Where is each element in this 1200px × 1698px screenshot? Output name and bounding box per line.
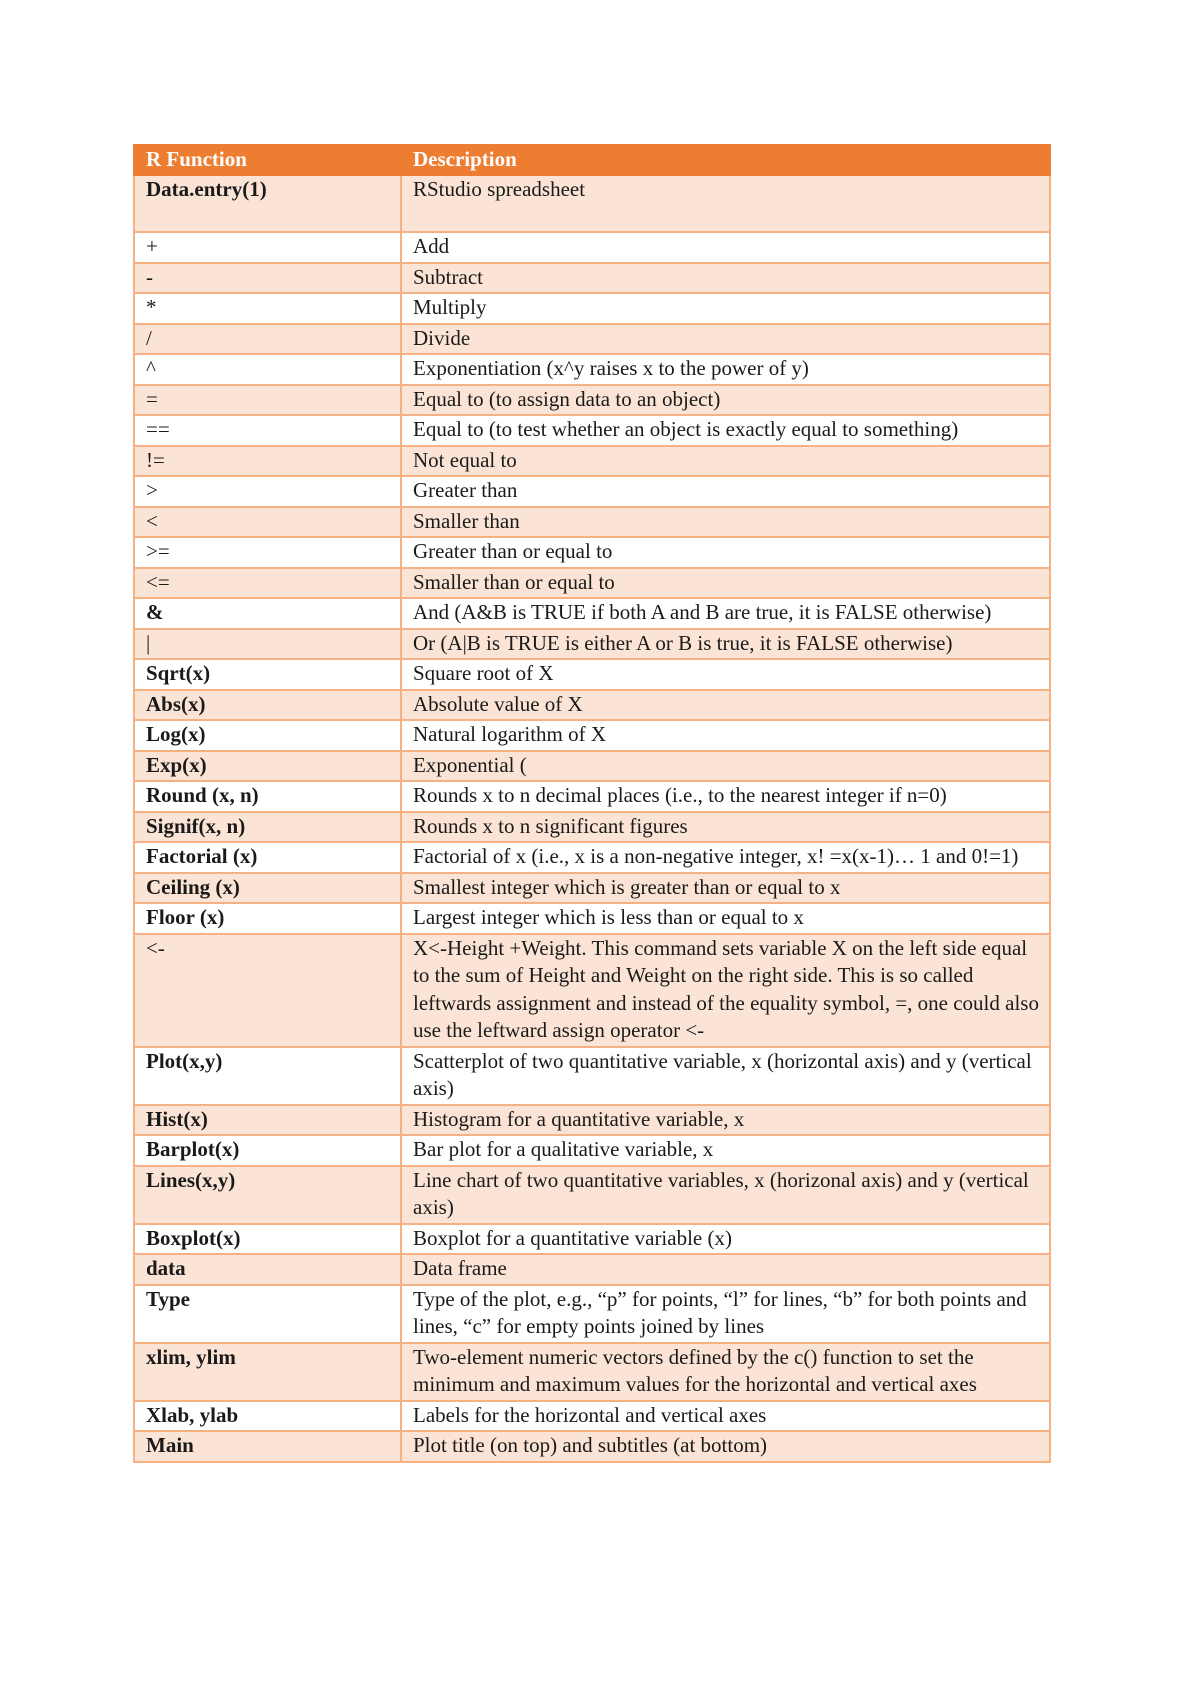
function-cell: Signif(x, n) [134,812,401,843]
function-cell: != [134,446,401,477]
function-cell: Lines(x,y) [134,1166,401,1224]
table-row [134,873,1050,904]
function-cell: + [134,232,401,263]
function-cell: Data.entry(1) [134,175,401,232]
function-cell: Sqrt(x) [134,659,401,690]
table-row [134,629,1050,660]
description-cell: Largest integer which is less than or equal to x [401,903,1050,934]
description-cell: Exponentiation (x^y raises x to the power of y) [401,354,1050,385]
description-cell: Greater than or equal to [401,537,1050,568]
function-cell: < [134,507,401,538]
description-cell: Smallest integer which is greater than or equal to x [401,873,1050,904]
description-cell: Factorial of x (i.e., x is a non-negative integer, x! =x(x-1)… 1 and 0!=1) [401,842,1050,873]
function-cell: Xlab, ylab [134,1401,401,1432]
description-cell: RStudio spreadsheet [401,175,1050,232]
table-row [134,324,1050,355]
table-row [134,751,1050,782]
function-cell: data [134,1254,401,1285]
description-cell: Exponential ( [401,751,1050,782]
table-row [134,1343,1050,1401]
description-cell: Equal to (to assign data to an object) [401,385,1050,416]
header-function: R Function [134,145,401,175]
description-cell: Histogram for a quantitative variable, x [401,1105,1050,1136]
table-row [134,263,1050,294]
table-row [134,690,1050,721]
table-row [134,476,1050,507]
function-cell: | [134,629,401,660]
header-row [134,145,1050,175]
function-cell: xlim, ylim [134,1343,401,1401]
description-cell: Not equal to [401,446,1050,477]
description-cell: Smaller than or equal to [401,568,1050,599]
function-cell: Round (x, n) [134,781,401,812]
description-cell: Multiply [401,293,1050,324]
function-cell: Type [134,1285,401,1343]
function-cell: == [134,415,401,446]
description-cell: Natural logarithm of X [401,720,1050,751]
function-cell: Main [134,1431,401,1462]
description-cell: Rounds x to n significant figures [401,812,1050,843]
function-cell: <- [134,934,401,1047]
description-cell: Smaller than [401,507,1050,538]
description-cell: Type of the plot, e.g., “p” for points, “l” for lines, “b” for both points and lines, “c” for empty points joined by lines [401,1285,1050,1343]
function-cell: Barplot(x) [134,1135,401,1166]
description-cell: Rounds x to n decimal places (i.e., to the nearest integer if n=0) [401,781,1050,812]
description-cell: Data frame [401,1254,1050,1285]
function-cell: Plot(x,y) [134,1047,401,1105]
table-row [134,812,1050,843]
function-cell: / [134,324,401,355]
description-cell: Subtract [401,263,1050,294]
table-row [134,1401,1050,1432]
description-cell: Absolute value of X [401,690,1050,721]
function-cell: ^ [134,354,401,385]
table-row [134,507,1050,538]
table-row [134,232,1050,263]
description-cell: X<-Height +Weight. This command sets variable X on the left side equal to the sum of Height and Weight on the right side. This is so called leftwards assignment and instead of the equality symbol, =, one could also use the leftward assign operator <- [401,934,1050,1047]
function-cell: = [134,385,401,416]
description-cell: And (A&B is TRUE if both A and B are true, it is FALSE otherwise) [401,598,1050,629]
description-cell: Add [401,232,1050,263]
table-row [134,720,1050,751]
table-row [134,1135,1050,1166]
description-cell: Scatterplot of two quantitative variable, x (horizontal axis) and y (vertical axis) [401,1047,1050,1105]
table-row [134,293,1050,324]
table-row [134,415,1050,446]
description-cell: Divide [401,324,1050,355]
table-row [134,659,1050,690]
description-cell: Square root of X [401,659,1050,690]
table-row [134,354,1050,385]
function-cell: Exp(x) [134,751,401,782]
function-cell: >= [134,537,401,568]
function-cell: Log(x) [134,720,401,751]
function-cell: Factorial (x) [134,842,401,873]
function-cell: & [134,598,401,629]
table-row [134,903,1050,934]
function-cell: Abs(x) [134,690,401,721]
table-row [134,934,1050,1047]
table-row [134,175,1050,232]
description-cell: Greater than [401,476,1050,507]
description-cell: Equal to (to test whether an object is exactly equal to something) [401,415,1050,446]
table-row [134,781,1050,812]
table-row [134,1431,1050,1462]
function-cell: - [134,263,401,294]
description-cell: Plot title (on top) and subtitles (at bottom) [401,1431,1050,1462]
table-row [134,1105,1050,1136]
function-cell: Ceiling (x) [134,873,401,904]
function-cell: <= [134,568,401,599]
description-cell: Bar plot for a qualitative variable, x [401,1135,1050,1166]
description-cell: Or (A|B is TRUE is either A or B is true, it is FALSE otherwise) [401,629,1050,660]
table-body [134,175,1050,1462]
description-cell: Labels for the horizontal and vertical axes [401,1401,1050,1432]
table-row [134,537,1050,568]
table-row [134,385,1050,416]
table-row [134,1224,1050,1255]
table-row [134,1285,1050,1343]
table-row [134,446,1050,477]
r-function-table [133,144,1051,1463]
description-cell: Two-element numeric vectors defined by the c() function to set the minimum and maximum values for the horizontal and vertical axes [401,1343,1050,1401]
table-row [134,1166,1050,1224]
function-cell: Hist(x) [134,1105,401,1136]
function-cell: Floor (x) [134,903,401,934]
table-row [134,598,1050,629]
function-cell: * [134,293,401,324]
table-row [134,568,1050,599]
table-row [134,1047,1050,1105]
header-description: Description [401,145,1050,175]
table-header [134,145,1050,175]
description-cell: Line chart of two quantitative variables, x (horizonal axis) and y (vertical axis) [401,1166,1050,1224]
table-row [134,842,1050,873]
function-cell: > [134,476,401,507]
description-cell: Boxplot for a quantitative variable (x) [401,1224,1050,1255]
table-row [134,1254,1050,1285]
function-cell: Boxplot(x) [134,1224,401,1255]
